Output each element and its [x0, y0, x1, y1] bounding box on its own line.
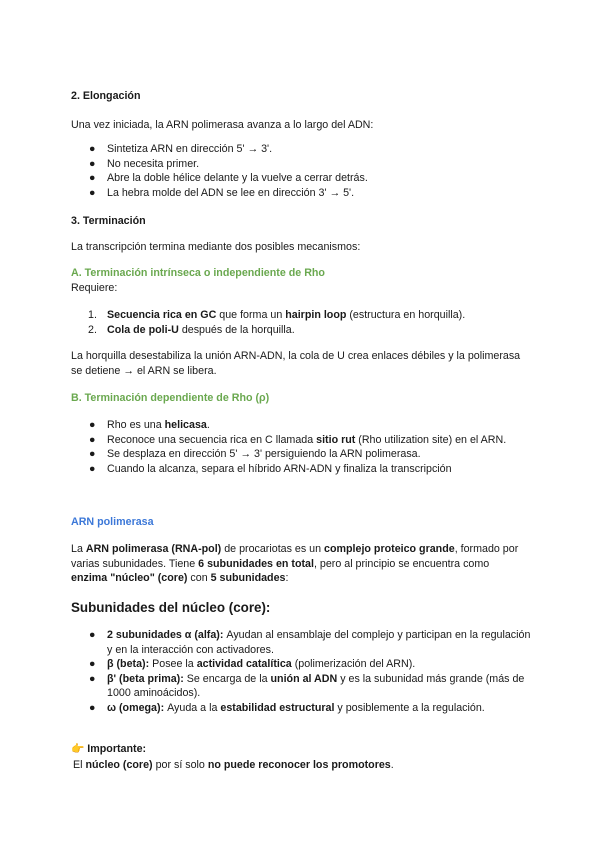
list-item: ● Abre la doble hélice delante y la vuelve a cerrar detrás.: [89, 172, 368, 185]
list-item: ● Reconoce una secuencia rica en C llamada sitio rut (Rho utilization site) en el ARN.: [89, 433, 507, 446]
rho-termination-title: B. Terminación dependiente de Rho (ρ): [71, 392, 270, 404]
list-item: ● β (beta): Posee la actividad catalítica (polimerización del ARN).: [89, 658, 416, 671]
bullet-icon: ●: [89, 462, 96, 475]
bullet-icon: ●: [89, 172, 96, 185]
rho-list: [71, 418, 531, 476]
elongation-heading: 2. Elongación: [71, 90, 141, 102]
bullet-icon: ●: [89, 157, 96, 170]
termination-heading: 3. Terminación: [71, 215, 146, 227]
list-item: ● Cuando la alcanza, separa el híbrido ARN-ADN y finaliza la transcripción: [89, 462, 452, 475]
requires-label: Requiere:: [71, 282, 118, 294]
core-subunits-list: [71, 628, 531, 716]
termination-intro: La transcripción termina mediante dos posibles mecanismos:: [71, 241, 361, 253]
elongation-list: [71, 142, 531, 200]
list-item: 1. Secuencia rica en GC que forma un hairpin loop (estructura en horquilla).: [88, 309, 466, 321]
bullet-icon: ●: [89, 629, 96, 641]
bullet-icon: ●: [89, 448, 96, 461]
requirements-list: [71, 308, 531, 337]
bullet-icon: ●: [89, 186, 96, 199]
core-subunits-heading: Subunidades del núcleo (core):: [71, 600, 271, 615]
rna-polymerase-title: ARN polimerasa: [71, 516, 154, 528]
elongation-intro: Una vez iniciada, la ARN polimerasa avanza a lo largo del ADN:: [71, 119, 374, 131]
bullet-icon: ●: [89, 143, 96, 155]
bullet-icon: ●: [89, 672, 96, 685]
rna-polymerase-paragraph: La ARN polimerasa (RNA-pol) de procariotas es un complejo proteico grande, formado por varias subunidades. Tiene 6 subunidades en total, pero al principio se encuentra como enzima "núcleo" (core) con 5 subunidades:: [71, 543, 519, 585]
list-item: ● No necesita primer.: [89, 157, 200, 170]
pointing-hand-icon: 👉: [71, 743, 85, 755]
list-item: ● La hebra molde del ADN se lee en dirección 3' → 5'.: [89, 186, 355, 199]
bullet-icon: ●: [89, 419, 96, 431]
bullet-icon: ●: [89, 658, 96, 671]
hairpin-paragraph: La horquilla desestabiliza la unión ARN-ADN, la cola de U crea enlaces débiles y la polimerasa se detiene → el ARN se libera.: [71, 350, 521, 377]
list-item: ● ω (omega): Ayuda a la estabilidad estructural y posiblemente a la regulación.: [89, 701, 485, 714]
bullet-icon: ●: [89, 701, 96, 714]
list-item: ● Sintetiza ARN en dirección 5' → 3'.: [89, 143, 273, 155]
list-item: ● β' (beta prima): Se encarga de la unión al ADN y es la subunidad más grande (más de 1000 aminoácidos).: [89, 672, 525, 700]
important-label: 👉 Importante:: [71, 743, 147, 755]
list-item: ● 2 subunidades α (alfa): Ayudan al ensamblaje del complejo y participan en la regulación y en la interacción con activadores.: [89, 629, 531, 656]
list-item: 2. Cola de poli-U después de la horquilla.: [88, 323, 295, 336]
bullet-icon: ●: [89, 433, 96, 446]
list-item: ● Se desplaza en dirección 5' → 3' persiguiendo la ARN polimerasa.: [89, 448, 421, 461]
important-note: El núcleo (core) por sí solo no puede reconocer los promotores.: [73, 759, 394, 771]
intrinsic-termination-title: A. Terminación intrínseca o independiente de Rho: [71, 267, 325, 279]
list-item: ● Rho es una helicasa.: [89, 419, 210, 431]
